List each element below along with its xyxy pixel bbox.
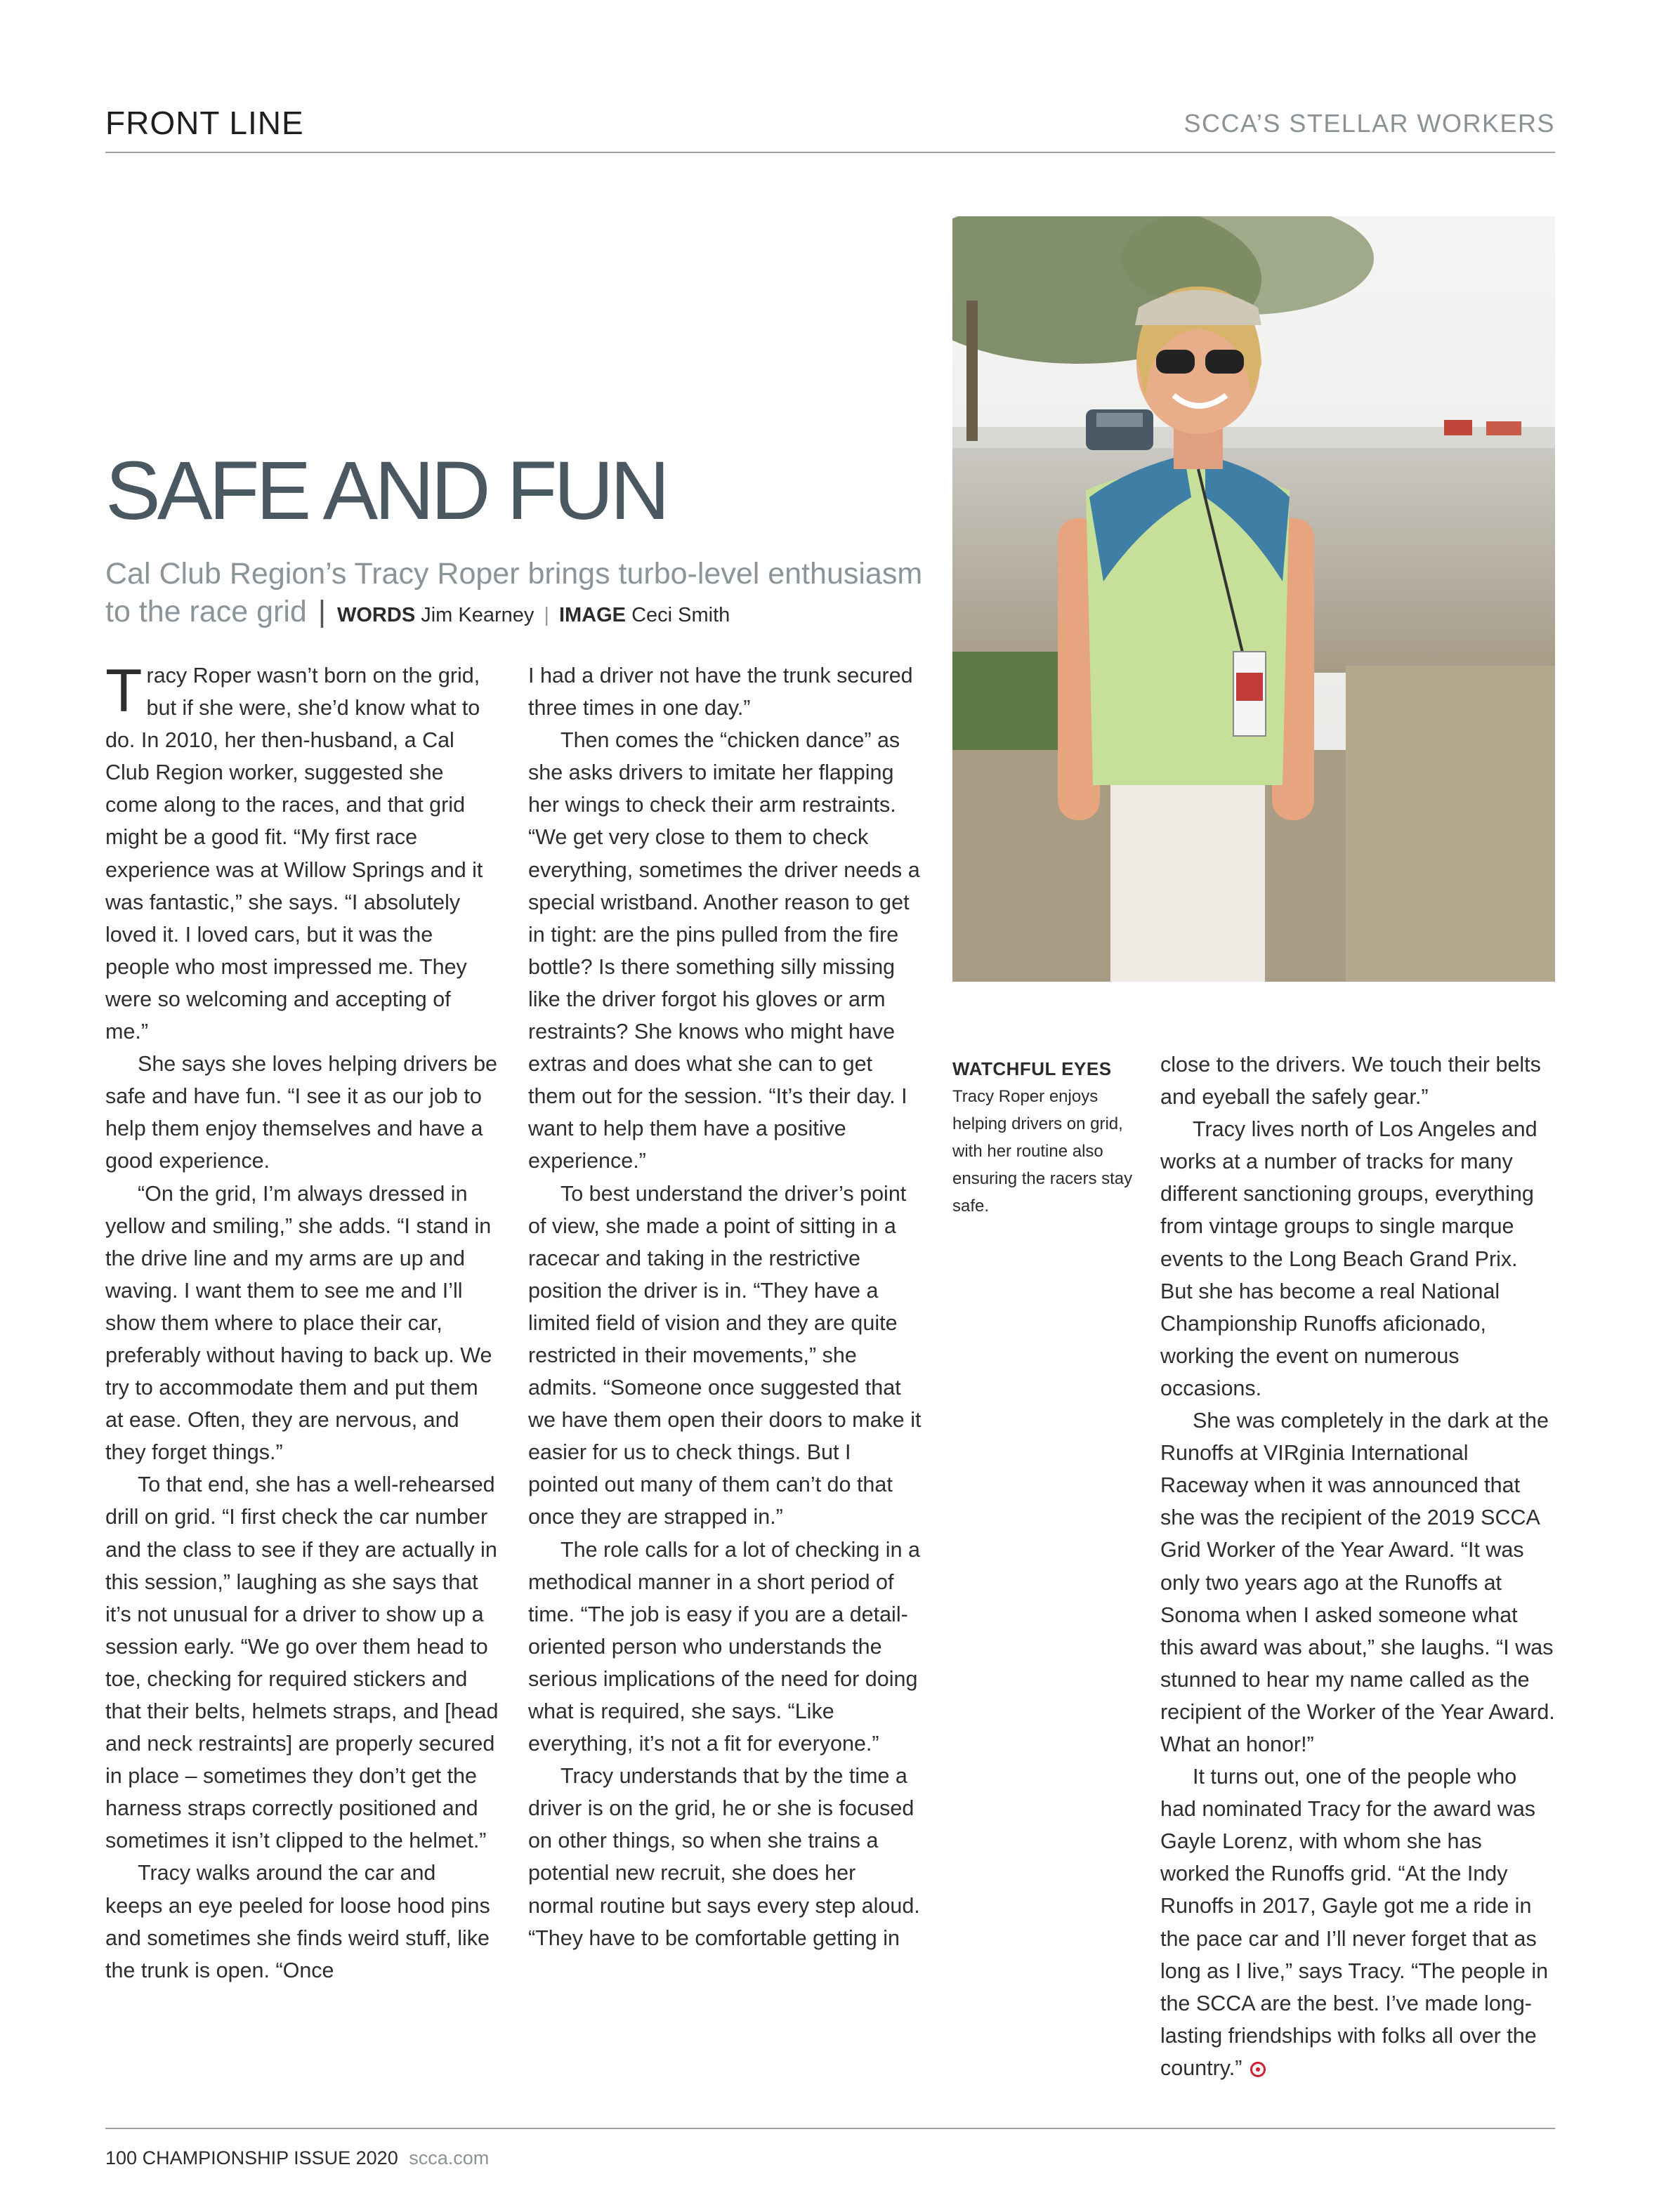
- body-paragraph: Tracy lives north of Los Angeles and works at a number of tracks for many different sanctioning groups, everything from vintage groups to single marque events to the Long Beach Grand Prix. But she has become a real National Championship Runoffs aficionado, working the event on numerous occasions.: [1160, 1117, 1537, 1400]
- words-label: WORDS: [337, 604, 416, 626]
- page-number: 100: [105, 2147, 138, 2168]
- footer-rule: [105, 2128, 1555, 2129]
- body-paragraph: The role calls for a lot of checking in a methodical manner in a short period of time. “The job is easy if you are a detail-oriented person who understands the serious implications of the need for doing what is required, she says. “Like everything, it’s not a fit for everyone.”: [528, 1537, 920, 1756]
- body-paragraph: To that end, she has a well-rehearsed drill on grid. “I first check the car number and the class to see if they are actually in this session,” laughing as she says that it’s not unusual for a driver to show up a session early. “We go over them head to toe, checking for required stickers and that their belts, helmets straps, and [head and neck restraints] are properly secured in place – sometimes they don’t get the harness straps correctly positioned and sometimes it isn’t clipped to the helmet.”: [105, 1473, 499, 1853]
- issue-name: CHAMPIONSHIP ISSUE 2020: [142, 2147, 398, 2168]
- body-paragraph: “On the grid, I’m always dressed in yellow and smiling,” she adds. “I stand in the drive line and my arms are up and waving. I want them to see me and I’ll show them where to place their car, preferably without having to back up. We try to accommodate them and put them at ease. Often, they are nervous, and they forget things.”: [105, 1181, 492, 1465]
- body-column-2: [528, 659, 922, 1954]
- body-paragraph: It turns out, one of the people who had nominated Tracy for the award was Gayle Lorenz, with whom she has worked the Runoffs grid. “At the Indy Runoffs in 2017, Gayle got me a ride in the pace car and I’ll never forget that as long as I live,” says Tracy. “The people in the SCCA are the best. I’ve made long-lasting friendships with folks all over the country.”: [1160, 1765, 1549, 2080]
- body-paragraph: Then comes the “chicken dance” as she asks drivers to imitate her flapping her wings to check their arm restraints. “We get very close to them to check everything, sometimes the driver needs a special wristband. Another reason to get in tight: are the pins pulled from the fire bottle? Is there something silly missing like the driver forgot his gloves or arm restraints? She knows who might have extras and does what she can to get them out for the session. “It’s their day. I want to help them have a positive experience.”: [528, 728, 920, 1173]
- caption-title: WATCHFUL EYES: [952, 1058, 1112, 1079]
- body-column-1: [105, 659, 499, 1987]
- body-paragraph: close to the drivers. We touch their belts and eyeball the safely gear.”: [1160, 1053, 1541, 1110]
- article-dek: [105, 555, 948, 634]
- body-paragraph: Tracy understands that by the time a driver is on the grid, he or she is focused on other things, so when she trains a potential new recruit, she does her normal routine but says every step aloud. “They have to be comfortable getting in: [528, 1764, 920, 1950]
- image-author: Ceci Smith: [631, 604, 730, 626]
- image-label: IMAGE: [558, 604, 627, 626]
- page-footer: [105, 2147, 489, 2169]
- caption-text: Tracy Roper enjoys helping drivers on grid, with her routine also ensuring the racers stay safe.: [952, 1087, 1133, 1216]
- end-of-story-icon: [1250, 2062, 1266, 2077]
- photo-caption: [952, 1055, 1135, 1220]
- dek-separator: |: [317, 595, 326, 628]
- footer-url: scca.com: [409, 2147, 490, 2168]
- article-photo: [952, 216, 1555, 982]
- words-author: Jim Kearney: [421, 604, 535, 626]
- body-column-3: [1160, 1048, 1555, 2084]
- body-paragraph: She was completely in the dark at the Runoffs at VIRginia International Raceway when it was announced that she was the recipient of the 2019 SCCA Grid Worker of the Year Award. “It was only two years ago at the Runoffs at Sonoma when I asked someone what this award was about,” she laughs. “I was stunned to hear my name called as the recipient of the Worker of the Year Award. What an honor!”: [1160, 1409, 1555, 1756]
- byline: [337, 604, 730, 626]
- body-paragraph: I had a driver not have the trunk secured three times in one day.”: [528, 664, 913, 720]
- photo-image: [952, 216, 1555, 982]
- article-headline: SAFE AND FUN: [105, 445, 667, 537]
- body-paragraph: Tracy Roper wasn’t born on the grid, but if she were, she’d know what to do. In 2010, her then-husband, a Cal Club Region worker, suggested she come along to the races, and that grid might be a good fit. “My first race experience was at Willow Springs and it was fantastic,” she says. “I absolutely loved it. I loved cars, but it was the people who most impressed me. They were so welcoming and accepting of me.”: [105, 657, 483, 1044]
- body-paragraph: She says she loves helping drivers be safe and have fun. “I see it as our job to help them enjoy themselves and have a good experience.: [105, 1052, 498, 1173]
- section-label: FRONT LINE: [105, 105, 304, 141]
- department-label: SCCA’S STELLAR WORKERS: [1183, 109, 1555, 138]
- header-rule: [105, 152, 1555, 153]
- credit-separator: |: [544, 604, 549, 626]
- dek-text: Cal Club Region’s Tracy Roper brings turbo-level enthusiasm to the race grid: [105, 557, 923, 628]
- body-paragraph: Tracy walks around the car and keeps an eye peeled for loose hood pins and sometimes she finds weird stuff, like the trunk is open. “Once: [105, 1861, 490, 1982]
- body-paragraph: To best understand the driver’s point of view, she made a point of sitting in a racecar and taking in the restrictive position the driver is in. “They have a limited field of vision and they are quite restricted in their movements,” she admits. “Someone once suggested that we have them open their doors to make it easier for us to check things. But I pointed out many of them can’t do that once they are strapped in.”: [528, 1181, 922, 1529]
- drop-cap: T: [105, 657, 143, 725]
